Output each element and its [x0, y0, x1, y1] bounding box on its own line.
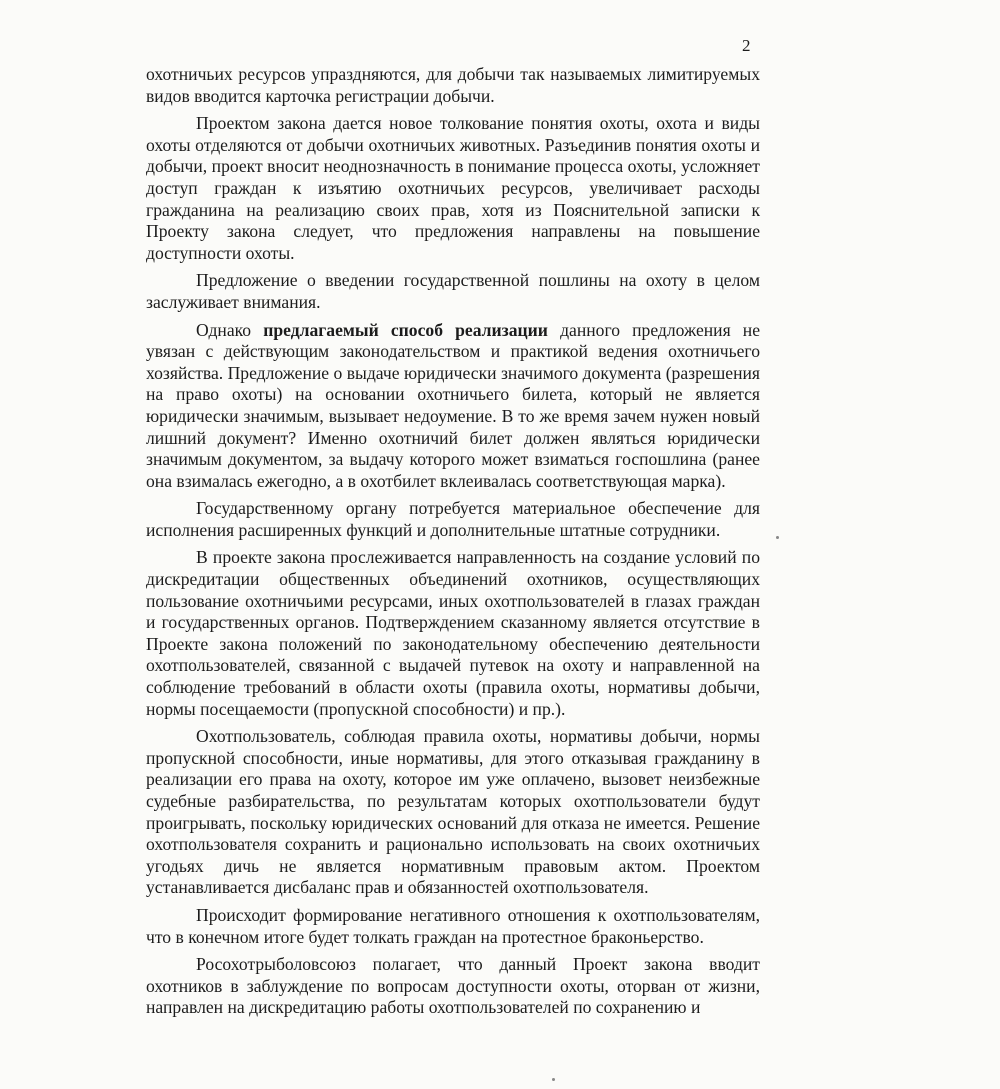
paragraph-8: Происходит формирование негативного отношения к охотпользователям, что в конечном итоге будет толкать граждан на протестное браконьерство.	[146, 904, 760, 947]
scan-speck	[776, 536, 779, 539]
paragraph-3: Предложение о введении государственной пошлины на охоту в целом заслуживает внимания.	[146, 270, 760, 312]
paragraph-4-emphasis: предлагаемый способ реализации	[263, 319, 548, 340]
paragraph-6: В проекте закона прослеживается направленность на создание условий по дискредитации общественных объединений охотников, осуществляющих пользование охотничьими ресурсами, иных охотпользователей в глазах граждан и государственных органов. Подтверждением сказанному является отсутствие в Проекте закона положений по законодательному обеспечению деятельности охотпользователей, связанной с выдачей путевок на охоту и направленной на соблюдение требований в области охоты (правила охоты, нормативы добычи, нормы посещаемости (пропускной способности) и пр.).	[146, 547, 760, 719]
document-body	[146, 64, 760, 1019]
paragraph-4-lead: Однако	[196, 319, 264, 340]
paragraph-4	[146, 320, 760, 493]
paragraph-2: Проектом закона дается новое толкование понятия охоты, охота и виды охоты отделяются от добычи охотничьих животных. Разъединив понятия охоты и добычи, проект вносит неоднозначность в понимание процесса охоты, усложняет доступ граждан к изъятию охотничьих ресурсов, увеличивает расходы гражданина на реализацию своих прав, хотя из Пояснительной записки к Проекту закона следует, что предложения направлены на повышение доступности охоты.	[146, 113, 760, 263]
paragraph-5: Государственному органу потребуется материальное обеспечение для исполнения расширенных функций и дополнительные штатные сотрудники.	[146, 498, 760, 540]
paragraph-1: охотничьих ресурсов упраздняются, для добычи так называемых лимитируемых видов вводится карточка регистрации добычи.	[146, 64, 760, 106]
page-number: 2	[742, 36, 751, 55]
paragraph-4-rest: данного предложения не увязан с действующим законодательством и практикой ведения охотничьего хозяйства. Предложение о выдаче юридически значимого документа (разрешения на право охоты) на основании охотничьего билета, который не является юридически значимым, вызывает недоумение. В то же время зачем нужен новый лишний документ? Именно охотничий билет должен являться юридически значимым документом, за выдачу которого может взиматься госпошлина (ранее она взималась ежегодно, а в охотбилет вклеивалась соответствующая марка).	[146, 319, 761, 491]
scan-speck	[552, 1078, 555, 1081]
paragraph-7: Охотпользователь, соблюдая правила охоты, нормативы добычи, нормы пропускной способности, иные нормативы, для этого отказывая гражданину в реализации его права на охоту, которое им уже оплачено, вызовет неизбежные судебные разбирательства, по результатам которых охотпользователи будут проигрывать, поскольку юридических оснований для отказа не имеется. Решение охотпользователя сохранить и рационально использовать на своих охотничьих угодьях дичь не является нормативным правовым актом. Проектом устанавливается дисбаланс прав и обязанностей охотпользователя.	[146, 726, 760, 898]
paragraph-9: Росохотрыболовсоюз полагает, что данный Проект закона вводит охотников в заблуждение по вопросам доступности охоты, оторван от жизни, направлен на дискредитацию работы охотпользователей по сохранению и	[146, 954, 760, 1018]
